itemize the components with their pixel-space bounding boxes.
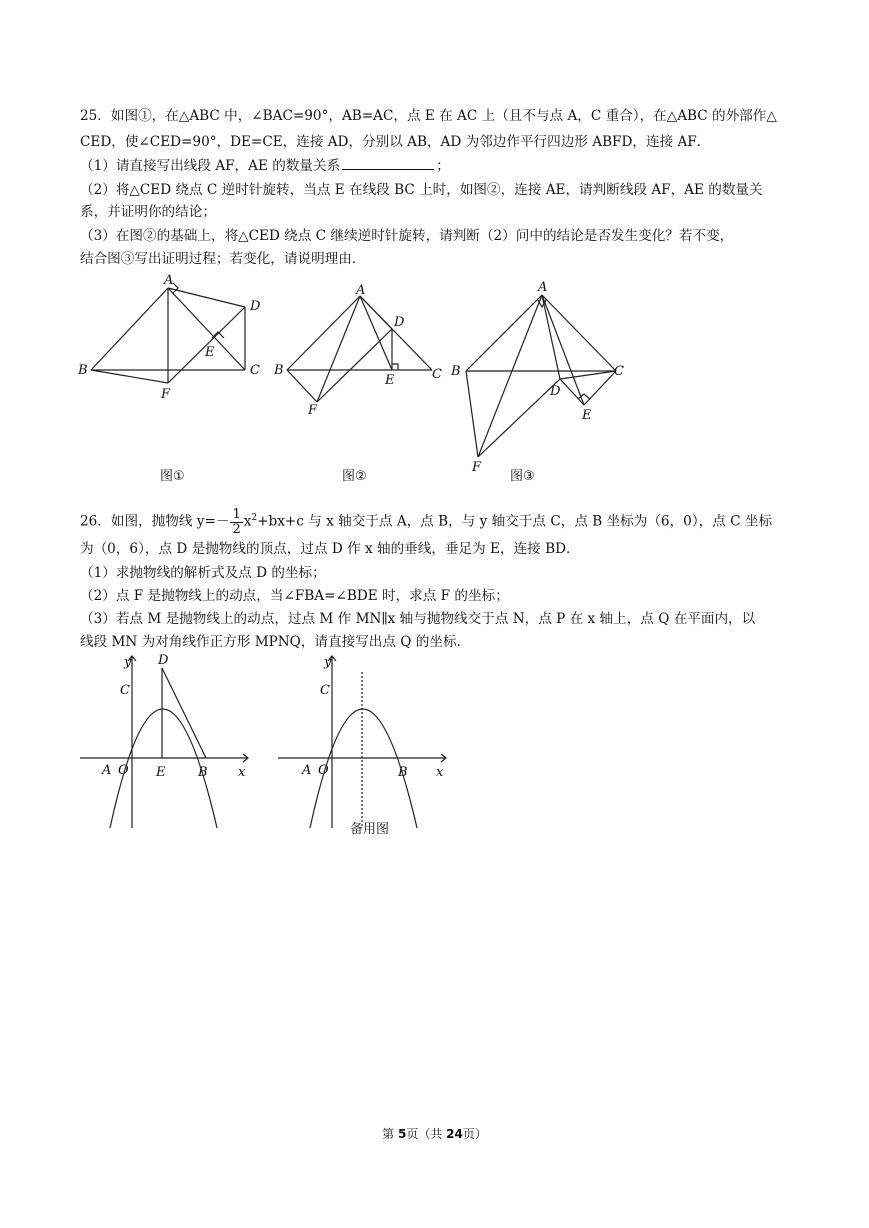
label-x: x — [436, 765, 444, 780]
q26-line-1 — [80, 503, 792, 537]
footer-post: 页） — [462, 1127, 487, 1141]
label-O: O — [118, 763, 129, 778]
label-x: x — [238, 765, 246, 780]
q25-line-2: CED，使∠CED=90°，DE=CE，连接 AD，分别以 AB，AD 为邻边作平行四边形 ABFD，连接 AF． — [80, 134, 711, 150]
label-y: y — [124, 655, 132, 670]
q26-var-x: x — [243, 513, 252, 530]
label-E: E — [582, 408, 592, 423]
label-B: B — [78, 363, 88, 378]
q26-line-6: 线段 MN 为对角线作正方形 MPNQ，请直接写出点 Q 的坐标． — [80, 634, 471, 650]
q25-line-6: （3）在图②的基础上，将△CED 绕点 C 继续逆时针旋转，请判断（2）问中的结论是否发生变化？若不变， — [80, 228, 734, 244]
q25-line-5: 系，并证明你的结论； — [80, 204, 216, 220]
q26-line-4: （2）点 F 是抛物线上的动点，当∠FBA=∠BDE 时，求点 F 的坐标； — [80, 588, 509, 604]
footer-mid: 页（共 — [406, 1127, 447, 1141]
label-A: A — [356, 283, 366, 298]
fraction-denominator: 2 — [232, 521, 241, 537]
answer-blank — [342, 157, 434, 170]
label-E: E — [156, 765, 166, 780]
figure-3 — [448, 275, 628, 475]
label-E: E — [385, 373, 395, 388]
caption-figure-2: 图② — [342, 469, 367, 484]
fraction-numerator: 1 — [232, 506, 241, 522]
q25-line-1: 25．如图①，在△ABC 中，∠BAC=90°，AB=AC，点 E 在 AC 上（且不与点 A，C 重合），在△ABC 的外部作△ — [80, 108, 777, 124]
label-D: D — [394, 315, 405, 330]
label-D: D — [250, 299, 261, 314]
q26-line-3: （1）求抛物线的解析式及点 D 的坐标； — [80, 565, 326, 581]
parabola-figure — [78, 648, 258, 828]
q25-part1-text: （1）请直接写出线段 AF，AE 的数量关系 — [80, 158, 341, 174]
q26-line-5: （3）若点 M 是抛物线上的动点，过点 M 作 MN∥x 轴与抛物线交于点 N，点 P 在 x 轴上，点 Q 在平面内，以 — [80, 611, 756, 627]
q25-line-4: （2）将△CED 绕点 C 逆时针旋转，当点 E 在线段 BC 上时，如图②，连接 AE，请判断线段 AF，AE 的数量关 — [80, 182, 763, 198]
caption-figure-1: 图① — [160, 469, 185, 484]
caption-figure-3: 图③ — [510, 469, 535, 484]
label-O: O — [318, 763, 329, 778]
q26-intro: 26．如图，抛物线 y=－ — [80, 513, 230, 530]
label-A: A — [538, 280, 548, 295]
q26-intro-rest: +bx+c 与 x 轴交于点 A，点 B，与 y 轴交于点 C，点 B 坐标为（6，0），点 C 坐标 — [257, 513, 773, 530]
q26-exponent: 2 — [251, 513, 258, 523]
label-B: B — [198, 765, 208, 780]
q25-part1-end: ； — [436, 158, 450, 174]
label-A: A — [164, 273, 174, 288]
label-C: C — [432, 367, 442, 382]
label-C: C — [250, 363, 260, 378]
label-F: F — [308, 403, 318, 418]
label-D: D — [158, 653, 169, 668]
footer-total-pages: 24 — [446, 1127, 463, 1141]
label-B: B — [274, 363, 284, 378]
q25-line-3 — [80, 157, 792, 175]
label-C: C — [320, 683, 330, 698]
label-A: A — [302, 763, 312, 778]
label-C: C — [614, 364, 624, 379]
label-C: C — [120, 683, 130, 698]
label-A: A — [102, 763, 112, 778]
label-y: y — [324, 655, 332, 670]
footer-pre: 第 — [382, 1127, 398, 1141]
label-D: D — [550, 384, 561, 399]
label-B: B — [398, 765, 408, 780]
label-B: B — [451, 364, 461, 379]
figure-2 — [274, 280, 454, 420]
label-F: F — [472, 460, 482, 475]
q26-line-2: 为（0，6），点 D 是抛物线的顶点，过点 D 作 x 轴的垂线，垂足为 E，连接 BD． — [80, 541, 580, 557]
footer-page-number: 5 — [397, 1127, 407, 1141]
label-E: E — [205, 345, 215, 360]
caption-spare-figure: 备用图 — [350, 822, 390, 837]
fraction-half — [230, 508, 242, 537]
spare-parabola-figure — [276, 648, 456, 828]
label-F: F — [161, 387, 171, 402]
q25-line-7: 结合图③写出证明过程；若变化，请说明理由． — [80, 251, 366, 267]
page-footer — [0, 1125, 869, 1142]
figure-1 — [78, 270, 278, 410]
